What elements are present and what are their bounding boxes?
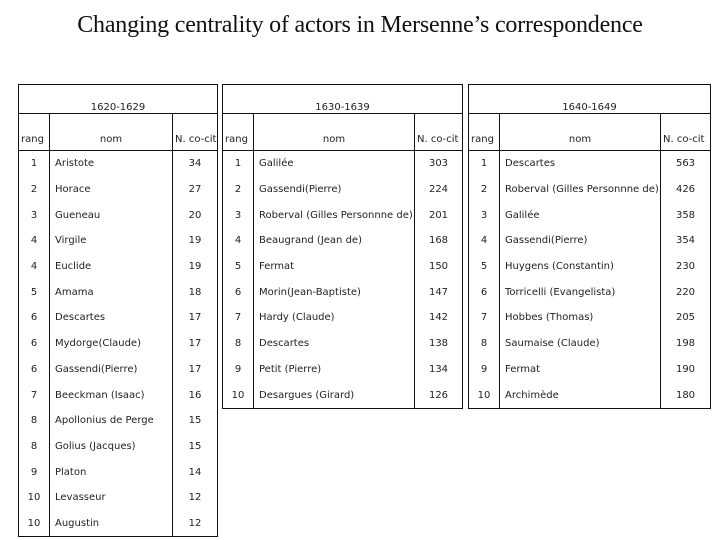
count-cell: 14 [173,459,218,485]
rank-cell: 3 [19,202,50,228]
table-body [19,151,218,537]
name-cell: Gassendi(Pierre) [50,357,173,383]
table-1630-1639 [222,84,463,409]
count-cell: 198 [661,331,711,357]
name-cell: Virgile [50,228,173,254]
table-1620-1629 [18,84,218,537]
rank-cell: 7 [469,305,500,331]
table-1640-1649 [468,84,711,409]
table-row [469,357,711,383]
count-cell: 15 [173,434,218,460]
rank-cell: 2 [19,177,50,203]
name-cell: Morin(Jean-Baptiste) [254,279,415,305]
rank-cell: 1 [469,151,500,177]
table-row [469,279,711,305]
count-cell: 190 [661,357,711,383]
rank-cell: 10 [19,485,50,511]
rank-cell: 4 [469,228,500,254]
name-cell: Gassendi(Pierre) [500,228,661,254]
count-cell: 205 [661,305,711,331]
column-header-count: N. co-cit [173,114,218,151]
count-cell: 17 [173,357,218,383]
rank-cell: 3 [469,202,500,228]
count-cell: 34 [173,151,218,177]
table-row [469,305,711,331]
table-body [223,151,463,409]
name-cell: Roberval (Gilles Personnne de) [254,202,415,228]
rank-cell: 6 [19,357,50,383]
rank-cell: 8 [19,434,50,460]
name-cell: Torricelli (Evangelista) [500,279,661,305]
count-cell: 15 [173,408,218,434]
table-row [19,279,218,305]
page-title: Changing centrality of actors in Mersenne’s correspondence [77,12,643,38]
table-row [19,485,218,511]
count-cell: 168 [415,228,463,254]
table-row [19,357,218,383]
rank-cell: 10 [469,382,500,408]
name-cell: Apollonius de Perge [50,408,173,434]
count-cell: 563 [661,151,711,177]
name-cell: Aristote [50,151,173,177]
rank-cell: 1 [19,151,50,177]
rank-cell: 7 [19,382,50,408]
count-cell: 426 [661,177,711,203]
count-cell: 18 [173,279,218,305]
rank-cell: 8 [223,331,254,357]
name-cell: Euclide [50,254,173,280]
table-row [469,254,711,280]
count-cell: 16 [173,382,218,408]
column-header-rang: rang [223,114,254,151]
count-cell: 150 [415,254,463,280]
name-cell: Hobbes (Thomas) [500,305,661,331]
rank-cell: 6 [469,279,500,305]
table-row [19,331,218,357]
name-cell: Descartes [50,305,173,331]
count-cell: 224 [415,177,463,203]
column-header-nom: nom [50,114,173,151]
count-cell: 12 [173,511,218,537]
table-row [223,254,463,280]
rank-cell: 5 [19,279,50,305]
count-cell: 201 [415,202,463,228]
count-cell: 354 [661,228,711,254]
count-cell: 17 [173,305,218,331]
rank-cell: 6 [19,305,50,331]
table-row [223,151,463,177]
table-row [223,305,463,331]
name-cell: Descartes [500,151,661,177]
name-cell: Golius (Jacques) [50,434,173,460]
column-header-count: N. co-cit [661,114,711,151]
table-row [469,177,711,203]
period-header: 1630-1639 [223,85,463,114]
rank-cell: 5 [223,254,254,280]
name-cell: Archimède [500,382,661,408]
rank-cell: 8 [469,331,500,357]
table-row [469,228,711,254]
count-cell: 20 [173,202,218,228]
table-row [19,459,218,485]
table-row [19,254,218,280]
name-cell: Roberval (Gilles Personnne de) [500,177,661,203]
table-row [469,202,711,228]
period-header: 1640-1649 [469,85,711,114]
name-cell: Galilée [254,151,415,177]
table-row [19,151,218,177]
rank-cell: 4 [223,228,254,254]
table-row [19,228,218,254]
name-cell: Hardy (Claude) [254,305,415,331]
table-row [19,434,218,460]
table-row [223,331,463,357]
rank-cell: 4 [19,228,50,254]
rank-cell: 7 [223,305,254,331]
name-cell: Amama [50,279,173,305]
rank-cell: 1 [223,151,254,177]
name-cell: Petit (Pierre) [254,357,415,383]
column-header-count: N. co-cit [415,114,463,151]
count-cell: 27 [173,177,218,203]
table-row [19,177,218,203]
name-cell: Galilée [500,202,661,228]
count-cell: 19 [173,254,218,280]
table-row [223,177,463,203]
rank-cell: 4 [19,254,50,280]
count-cell: 230 [661,254,711,280]
table-body [469,151,711,409]
column-header-rang: rang [19,114,50,151]
rank-cell: 9 [223,357,254,383]
count-cell: 12 [173,485,218,511]
name-cell: Fermat [500,357,661,383]
rank-cell: 8 [19,408,50,434]
rank-cell: 9 [469,357,500,383]
table-row [469,331,711,357]
name-cell: Beeckman (Isaac) [50,382,173,408]
table-row [223,357,463,383]
table-row [469,382,711,408]
name-cell: Augustin [50,511,173,537]
name-cell: Horace [50,177,173,203]
count-cell: 358 [661,202,711,228]
name-cell: Platon [50,459,173,485]
count-cell: 142 [415,305,463,331]
rank-cell: 2 [223,177,254,203]
table-row [19,305,218,331]
name-cell: Saumaise (Claude) [500,331,661,357]
name-cell: Mydorge(Claude) [50,331,173,357]
table-row [19,202,218,228]
rank-cell: 6 [19,331,50,357]
name-cell: Descartes [254,331,415,357]
count-cell: 134 [415,357,463,383]
name-cell: Huygens (Constantin) [500,254,661,280]
table-row [223,202,463,228]
count-cell: 17 [173,331,218,357]
table-row [19,382,218,408]
table-row [223,382,463,408]
name-cell: Gueneau [50,202,173,228]
count-cell: 147 [415,279,463,305]
rank-cell: 10 [19,511,50,537]
count-cell: 180 [661,382,711,408]
rank-cell: 10 [223,382,254,408]
name-cell: Gassendi(Pierre) [254,177,415,203]
rank-cell: 3 [223,202,254,228]
name-cell: Desargues (Girard) [254,382,415,408]
column-header-nom: nom [254,114,415,151]
rank-cell: 5 [469,254,500,280]
name-cell: Beaugrand (Jean de) [254,228,415,254]
rank-cell: 9 [19,459,50,485]
column-header-rang: rang [469,114,500,151]
table-row [19,408,218,434]
count-cell: 220 [661,279,711,305]
period-header: 1620-1629 [19,85,218,114]
table-row [19,511,218,537]
rank-cell: 2 [469,177,500,203]
name-cell: Fermat [254,254,415,280]
table-row [223,228,463,254]
count-cell: 303 [415,151,463,177]
table-row [469,151,711,177]
column-header-nom: nom [500,114,661,151]
rank-cell: 6 [223,279,254,305]
name-cell: Levasseur [50,485,173,511]
count-cell: 138 [415,331,463,357]
count-cell: 126 [415,382,463,408]
table-row [223,279,463,305]
count-cell: 19 [173,228,218,254]
